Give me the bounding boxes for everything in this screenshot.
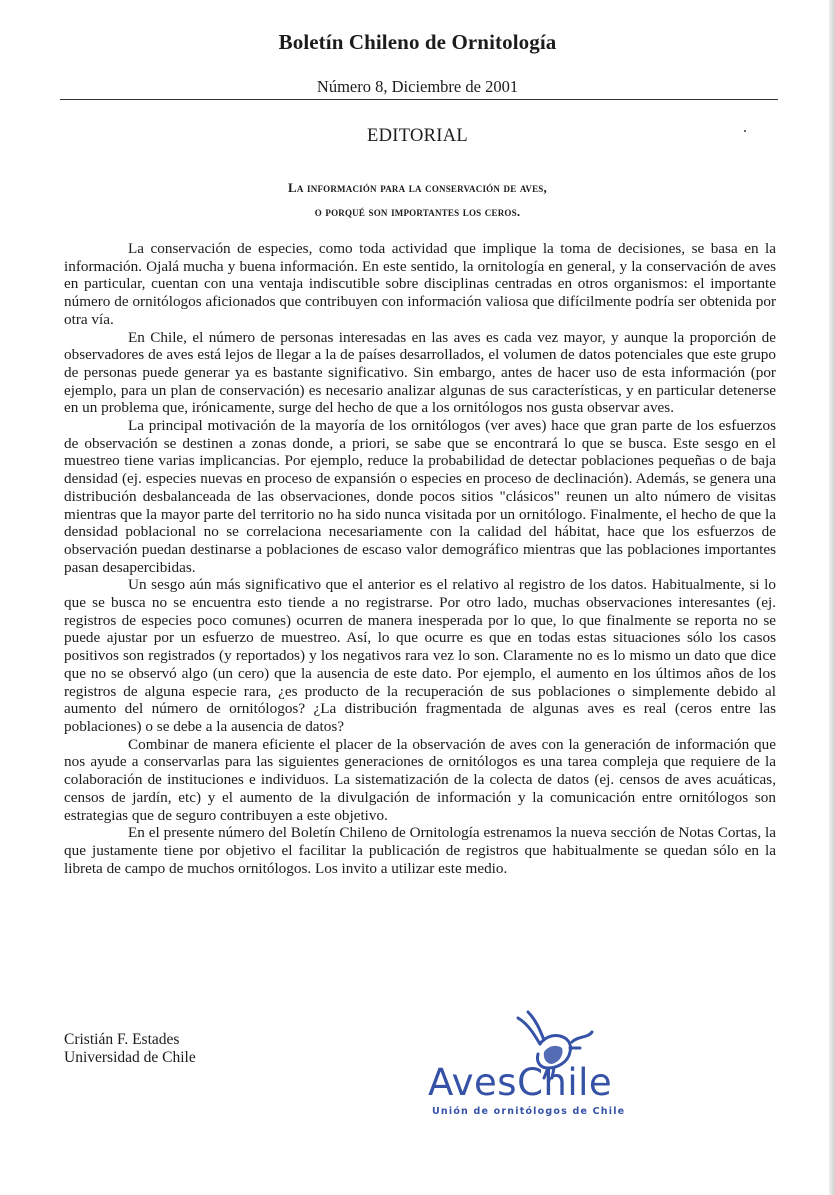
paragraph: En Chile, el número de personas interesadas en las aves es cada vez mayor, y aunque la proporción de observadores de aves está lejos de llegar a la de países desarrollados, el volumen de datos potenciales que este grupo de personas puede generar ya es bastante significativo. Sin embargo, antes de hacer uso de esta información (por ejemplo, para un plan de conservación) es necesario analizar algunas de sus características, y en particular detenerse en un problema que, irónicamente, surge del hecho de que a los ornitólogos nos gusta observar aves. [64,328,776,417]
signature [64,1031,196,1067]
aveschile-logo [418,1008,678,1136]
article-title [0,176,835,224]
paragraph: La principal motivación de la mayoría de los ornitólogos (ver aves) hace que gran parte de los esfuerzos de observación se destinen a zonas donde, a priori, se sabe que se encontrará lo que se busca. Este sesgo en el muestreo tiene varias implicancias. Por ejemplo, reduce la probabilidad de detectar poblaciones pequeñas o de baja densidad (ej. especies nuevas en proceso de expansión o especies en proceso de declinación). Además, se genera una distribución desbalanceada de las observaciones, donde pocos sitios "clásicos" reunen un alto número de visitas mientras que la mayor parte del territorio no ha sido nunca visitada por un ornitólogo. Finalmente, el hecho de que la densidad poblacional no se correlaciona necesariamente con la calidad del hábitat, hace que los esfuerzos de observación puedan destinarse a poblaciones de escaso valor demográfico mientras que las poblaciones importantes pasan desapercibidas. [64,417,776,576]
article-title-line-2: o porqué son importantes los ceros. [314,204,521,219]
paragraph: Combinar de manera eficiente el placer de la observación de aves con la generación de información que nos ayude a conservarlas para las siguientes generaciones de ornitólogos es una tarea compleja que requiere de la colaboración de instituciones e individuos. La sistematización de la colecta de datos (ej. censos de aves acuáticas, censos de jardín, etc) y el aumento de la divulgación de información y la comunicación entre ornitólogos son estrategias que de seguro contribuyen a este objetivo. [64,735,776,824]
article-body [64,240,776,877]
paragraph: Un sesgo aún más significativo que el anterior es el relativo al registro de los datos. Habitualmente, si lo que se busca no se encuentra esto tiende a no registrarse. Por otro lado, muchas observaciones interesantes (ej. registros de especies poco comunes) ocurren de manera inesperada por lo que, lo que finalmente se reporta no se puede ajustar por un esfuerzo de muestreo. Así, lo que ocurre es que en todas estas situaciones sólo los casos positivos son registrados (y reportados) y los negativos rara vez lo son. Claramente no es lo mismo un dato que dice que no se observó algo (un cero) que la ausencia de este dato. Por ejemplo, el aumento en los últimos años de los registros de alguna especie rara, ¿es producto de la recuperación de sus poblaciones o simplemente debido al aumento del número de ornitólogos? ¿La distribución fragmentada de algunas aves es real (ceros entre las poblaciones) o se debe a la ausencia de datos? [64,576,776,735]
author-name: Cristián F. Estades [64,1031,180,1048]
logo-wordmark: AvesChile [428,1061,613,1104]
paragraph: En el presente número del Boletín Chileno de Ornitología estrenamos la nueva sección de Notas Cortas, la que justamente tiene por objetivo el facilitar la publicación de registros que habitualmente se quedan sólo en la libreta de campo de muchos ornitólogos. Los invito a utilizar este medio. [64,824,776,877]
author-affiliation: Universidad de Chile [64,1049,196,1066]
scan-speck [744,130,746,132]
logo-tagline: Unión de ornitólogos de Chile [432,1106,626,1117]
header-rule [60,99,778,100]
issue-line: Número 8, Diciembre de 2001 [316,77,519,96]
section-label: EDITORIAL [366,126,468,146]
article-title-line-1: La información para la conservación de aves, [288,180,547,195]
journal-title: Boletín Chileno de Ornitología [278,30,557,54]
paragraph: La conservación de especies, como toda actividad que implique la toma de decisiones, se basa en la información. Ojalá mucha y buena información. En este sentido, la ornitología en general, y la conservación de aves en particular, cuentan con una ventaja indiscutible sobre disciplinas centradas en otros organismos: el importante número de ornitólogos aficionados que contribuyen con información valiosa que difícilmente podría ser obtenida por otra vía. [64,240,776,328]
